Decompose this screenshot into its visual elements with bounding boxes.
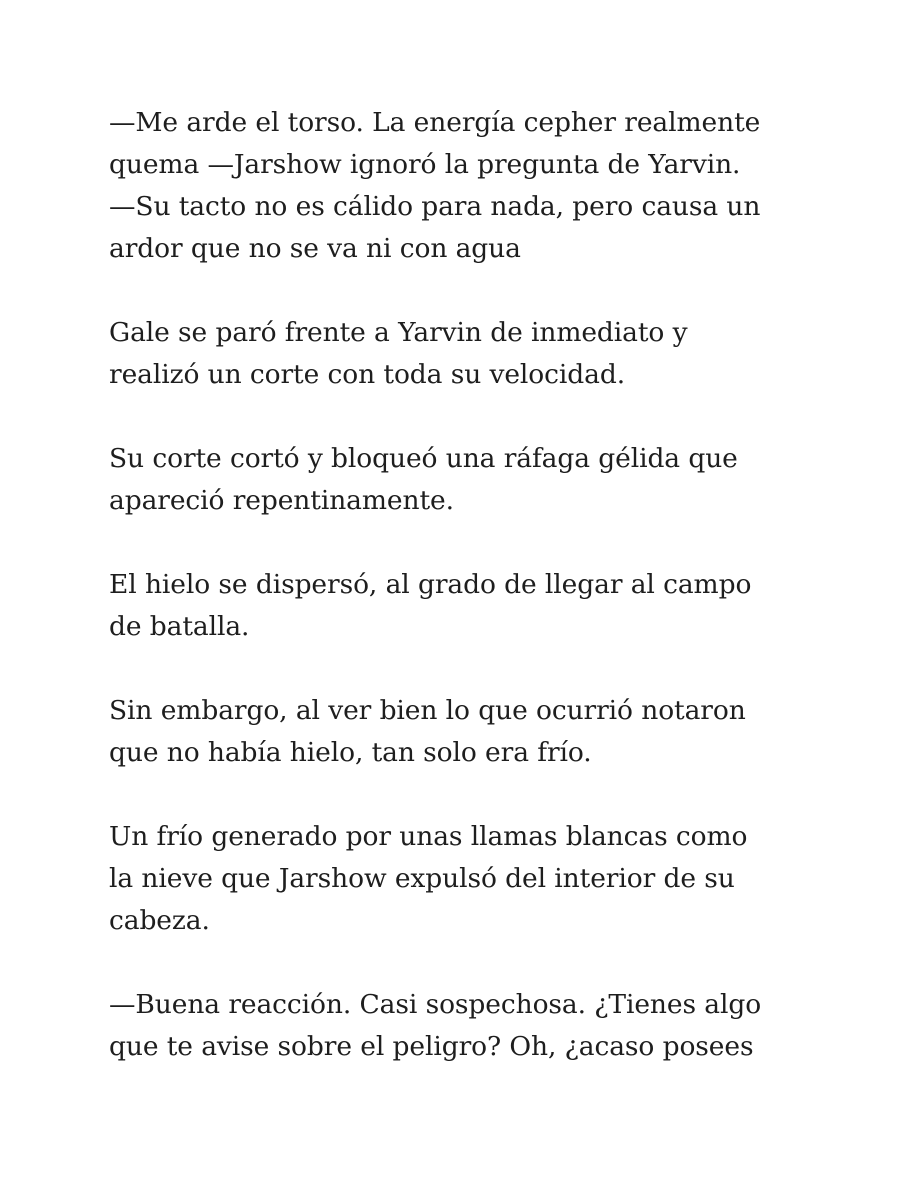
text-line: que no había hielo, tan solo era frío. — [109, 737, 592, 768]
document-page — [109, 102, 809, 1110]
paragraph-4 — [109, 564, 809, 648]
paragraph-1 — [109, 102, 809, 270]
text-line: Su corte cortó y bloqueó una ráfaga gélida que — [109, 443, 738, 474]
text-line: quema —Jarshow ignoró la pregunta de Yarvin. — [109, 149, 741, 180]
paragraph-3 — [109, 438, 809, 522]
text-line: —Su tacto no es cálido para nada, pero causa un — [109, 191, 761, 222]
text-line: Sin embargo, al ver bien lo que ocurrió notaron — [109, 695, 746, 726]
text-line: cabeza. — [109, 905, 210, 936]
text-line: apareció repentinamente. — [109, 485, 454, 516]
text-line: —Me arde el torso. La energía cepher realmente — [109, 107, 761, 138]
paragraph-7 — [109, 984, 809, 1068]
text-line: la nieve que Jarshow expulsó del interior de su — [109, 863, 735, 894]
text-line: realizó un corte con toda su velocidad. — [109, 359, 626, 390]
paragraph-6 — [109, 816, 809, 942]
text-line: de batalla. — [109, 611, 250, 642]
text-line: —Buena reacción. Casi sospechosa. ¿Tienes algo — [109, 989, 762, 1020]
paragraph-5 — [109, 690, 809, 774]
text-line: El hielo se dispersó, al grado de llegar al campo — [109, 569, 752, 600]
paragraph-2 — [109, 312, 809, 396]
text-line: Un frío generado por unas llamas blancas como — [109, 821, 748, 852]
text-line: ardor que no se va ni con agua — [109, 233, 521, 264]
text-line: Gale se paró frente a Yarvin de inmediato y — [109, 317, 688, 348]
text-line: que te avise sobre el peligro? Oh, ¿acaso posees — [109, 1031, 754, 1062]
